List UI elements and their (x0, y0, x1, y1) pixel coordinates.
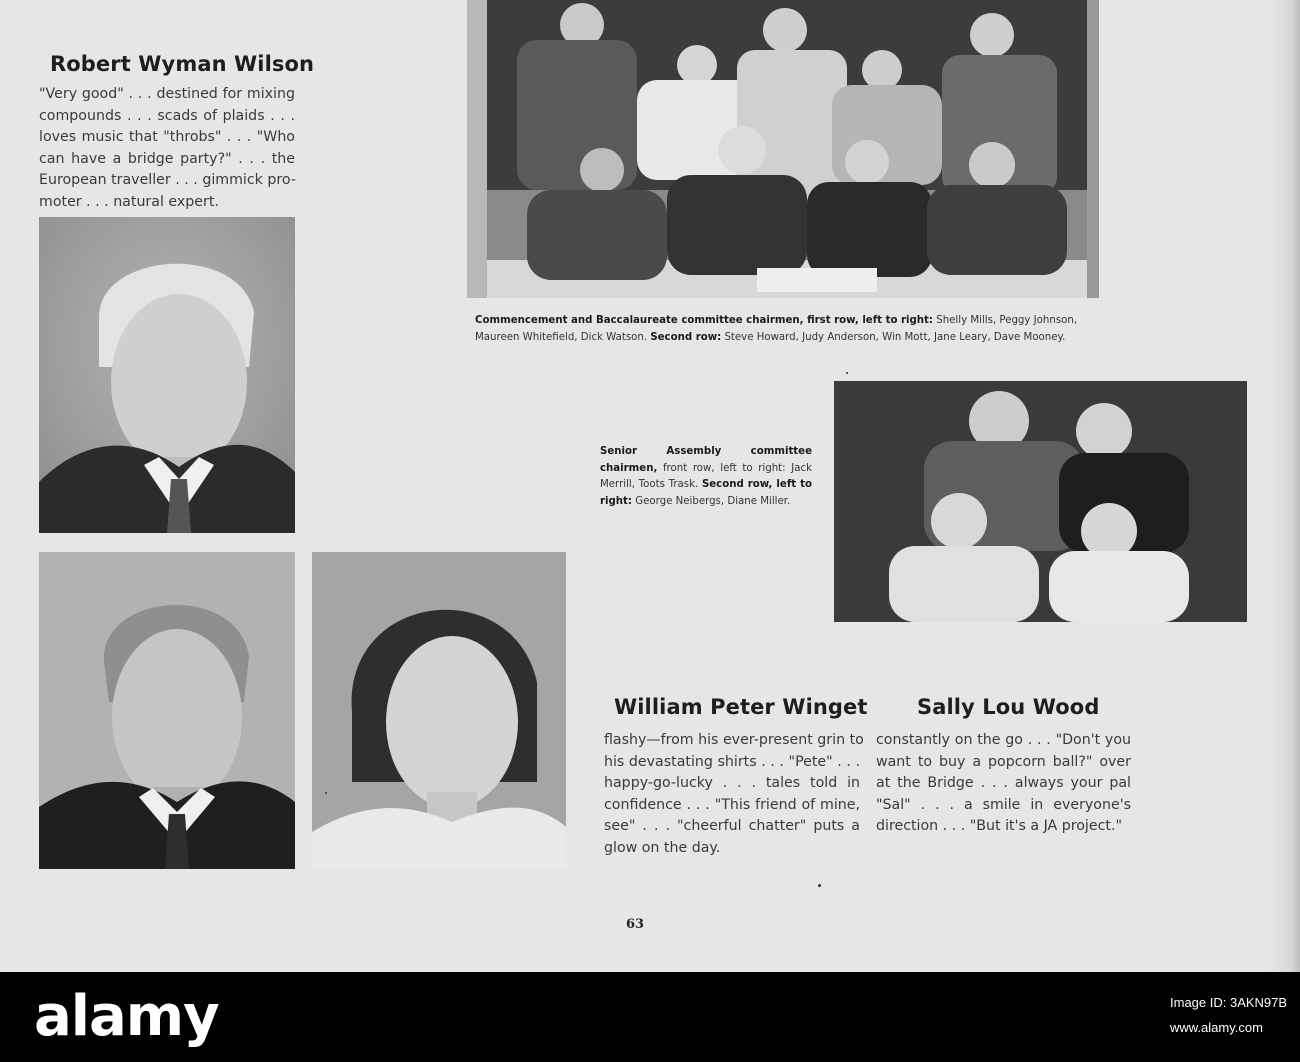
senior-name-wood: Sally Lou Wood (917, 695, 1100, 719)
caption-bold: Second row: (650, 331, 722, 343)
caption-bold: Senior Assembly committee chairmen, (600, 446, 812, 474)
bio-line: direction . . . "But it's a JA project." (876, 818, 1123, 835)
bio-line: happy-go-lucky . . . tales told in (604, 775, 860, 792)
bio-line: glow on the day. (604, 839, 721, 856)
page-gutter-shadow (1268, 0, 1300, 972)
caption-bold: Commencement and Baccalaureate committee chairmen, first row, left to right: (475, 315, 933, 326)
bio-line: European traveller . . . gimmick pro- (39, 172, 296, 189)
portrait-wood (312, 552, 566, 869)
bio-line: want to buy a popcorn ball?" over (876, 753, 1131, 770)
site-url: www.alamy.com (1170, 1020, 1263, 1035)
bio-line: at the Bridge . . . always your pal (876, 775, 1131, 792)
senior-bio-wood (876, 730, 1131, 838)
bio-line: see" . . . "cheerful chatter" puts a (604, 818, 860, 835)
bio-line: constantly on the go . . . "Don't you (876, 732, 1131, 748)
bio-line: confidence . . . "This friend of mine, (604, 796, 860, 813)
print-speck (846, 372, 848, 374)
commencement-committee-photo (467, 0, 1099, 298)
bio-line: compounds . . . scads of plaids . . . (39, 107, 295, 124)
image-id-label: Image ID: 3AKN97B (1170, 995, 1288, 1010)
print-speck (818, 884, 821, 887)
senior-bio-winget (604, 730, 864, 860)
bio-line: can have a bridge party?" . . . the (39, 150, 295, 167)
caption-text: Shelly Mills, Peggy Johnson, Maureen Whitefield, Dick Watson. (475, 315, 1078, 343)
alamy-logo: alamy (34, 984, 219, 1049)
senior-bio-wilson (39, 84, 295, 214)
caption-bold: Second row, left to right: (600, 479, 812, 507)
caption-text: front row, left to right: (657, 462, 786, 474)
bio-line: "Sal" . . . a smile in everyone's (876, 796, 1131, 813)
portrait-wilson (39, 217, 295, 533)
bio-line: his devastating shirts . . . "Pete" . . . (604, 753, 860, 770)
assembly-caption (600, 444, 812, 510)
commencement-caption (475, 313, 1092, 346)
senior-name-wilson: Robert Wyman Wilson (50, 52, 315, 76)
bio-line: flashy—from his ever-present grin to (604, 732, 864, 748)
caption-text: George Neibergs, Diane Miller. (632, 495, 791, 507)
bio-line: loves music that "throbs" . . . "Who (39, 129, 295, 146)
portrait-winget (39, 552, 295, 869)
page-number: 63 (625, 917, 645, 932)
caption-text: Jack Merrill, Toots Trask. (600, 462, 812, 491)
caption-text: Steve Howard, Judy Anderson, Win Mott, Jane Leary, Dave Mooney. (721, 331, 1066, 343)
senior-name-winget: William Peter Winget (614, 695, 868, 719)
assembly-committee-photo (834, 381, 1247, 622)
bio-line: "Very good" . . . destined for mixing (39, 86, 295, 102)
bio-line: moter . . . natural expert. (39, 193, 219, 210)
print-speck (325, 792, 327, 794)
